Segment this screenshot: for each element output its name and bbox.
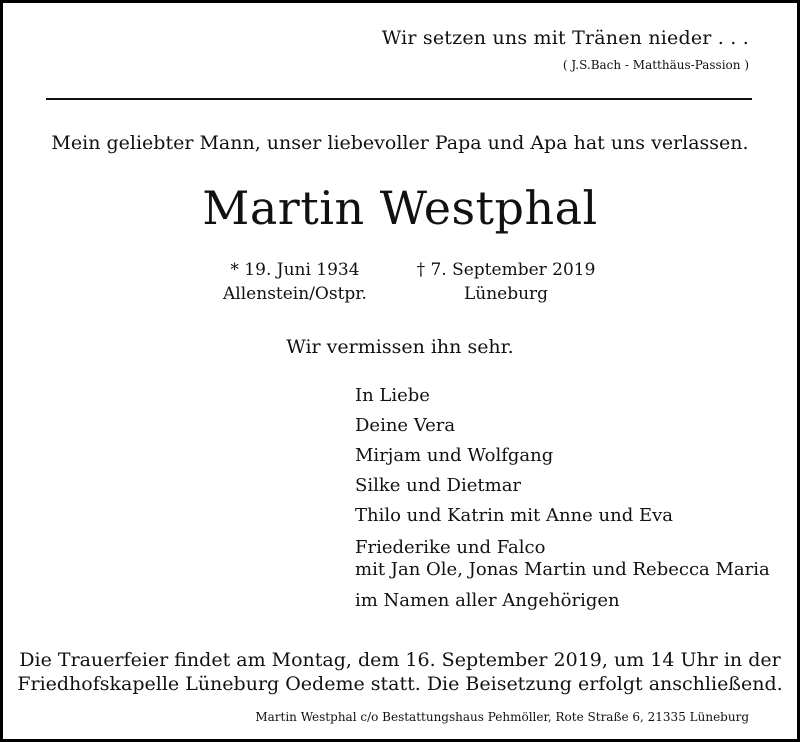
signer-line: Mirjam und Wolfgang: [355, 445, 554, 466]
death-place: Lüneburg: [463, 284, 549, 304]
signer-line: Silke und Dietmar: [355, 475, 522, 496]
quote-text: Wir setzen uns mit Tränen nieder . . .: [381, 27, 749, 49]
funeral-info: [3, 648, 797, 696]
deceased-name: Martin Westphal: [202, 181, 598, 235]
signer-line: Thilo und Katrin mit Anne und Eva: [355, 505, 673, 526]
funeral-line: Friedhofskapelle Lüneburg Oedeme statt. Die Beisetzung erfolgt anschließend.: [17, 673, 783, 695]
divider-line: [46, 98, 752, 100]
signer-line: Deine Vera: [355, 415, 456, 436]
birth-date: * 19. Juni 1934: [230, 260, 360, 280]
contact-address: Martin Westphal c/o Bestattungshaus Pehmöller, Rote Straße 6, 21335 Lüneburg: [255, 710, 749, 724]
signer-line: In Liebe: [355, 385, 430, 406]
signer-line: mit Jan Ole, Jonas Martin und Rebecca Maria: [355, 559, 770, 580]
death-info: [406, 258, 606, 306]
funeral-line: Die Trauerfeier findet am Montag, dem 16. September 2019, um 14 Uhr in der: [19, 649, 781, 671]
birth-place: Allenstein/Ostpr.: [223, 284, 367, 304]
signer-line: im Namen aller Angehörigen: [355, 590, 620, 611]
death-date: † 7. September 2019: [416, 260, 596, 280]
signer-line: Friederike und Falco: [355, 537, 546, 558]
miss-line: Wir vermissen ihn sehr.: [286, 336, 514, 358]
intro-text: Mein geliebter Mann, unser liebevoller Papa und Apa hat uns verlassen.: [51, 132, 749, 154]
quote-source: ( J.S.Bach - Matthäus-Passion ): [562, 58, 749, 72]
birth-info: [195, 258, 395, 306]
